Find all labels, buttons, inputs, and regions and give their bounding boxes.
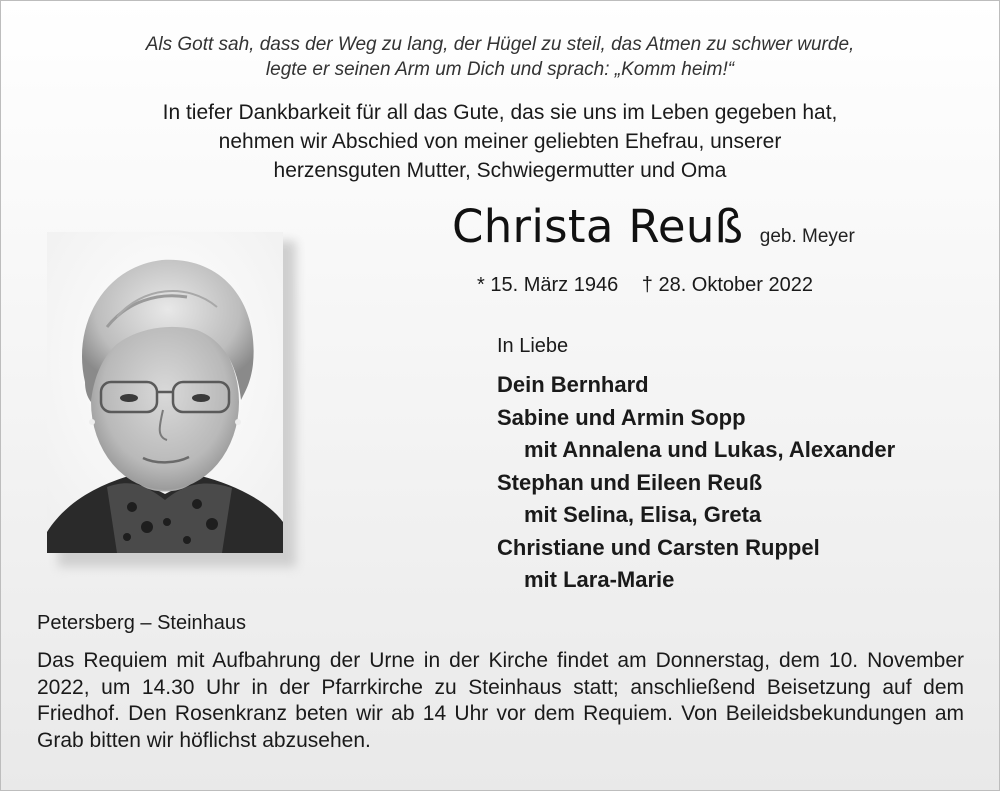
survivor-line: mit Selina, Elisa, Greta <box>524 502 762 527</box>
survivor-line: mit Annalena und Lukas, Alexander <box>524 437 896 462</box>
birth-date: * 15. März 1946 <box>477 274 619 296</box>
intro-line: In tiefer Dankbarkeit für all das Gute, das sie uns im Leben gegeben hat, <box>162 101 838 124</box>
deceased-name-line <box>452 200 855 253</box>
funeral-notice: Das Requiem mit Aufbahrung der Urne in der Kirche findet am Donnerstag, dem 10. November 2022, um 14.30 Uhr in der Pfarrkirche zu Steinhaus statt; anschließend Beisetzung auf dem Friedhof. Den Rosenkranz beten wir ab 14 Uhr vor dem Requiem. Von Beileidsbekundungen am Grab bitten wir höflichst abzusehen. <box>37 649 964 752</box>
portrait-photo <box>47 232 283 553</box>
survivor-line: mit Lara-Marie <box>524 567 675 592</box>
life-dates <box>477 274 813 297</box>
intro-line: herzensguten Mutter, Schwiegermutter und Oma <box>273 159 727 182</box>
quote-line: legte er seinen Arm um Dich und sprach: „Komm heim!“ <box>265 59 735 80</box>
survivor-line: Stephan und Eileen Reuß <box>497 469 763 495</box>
maiden-name: geb. Meyer <box>759 226 855 247</box>
survivors-list <box>497 369 895 597</box>
death-date: † 28. Oktober 2022 <box>641 274 813 296</box>
quote <box>0 32 1000 82</box>
quote-line: Als Gott sah, dass der Weg zu lang, der Hügel zu steil, das Atmen zu schwer wurde, <box>145 34 855 55</box>
place-name: Petersberg – Steinhaus <box>37 612 247 634</box>
intro-text <box>0 98 1000 185</box>
intro-line: nehmen wir Abschied von meiner geliebten Ehefrau, unserer <box>218 130 782 153</box>
deceased-name: Christa Reuß <box>452 200 744 253</box>
portrait-illustration <box>47 232 283 553</box>
survivor-line: Dein Bernhard <box>497 372 649 397</box>
survivor-line: Sabine und Armin Sopp <box>497 404 746 430</box>
in-love-label: In Liebe <box>497 335 569 357</box>
survivor-line: Christiane und Carsten Ruppel <box>497 534 820 560</box>
